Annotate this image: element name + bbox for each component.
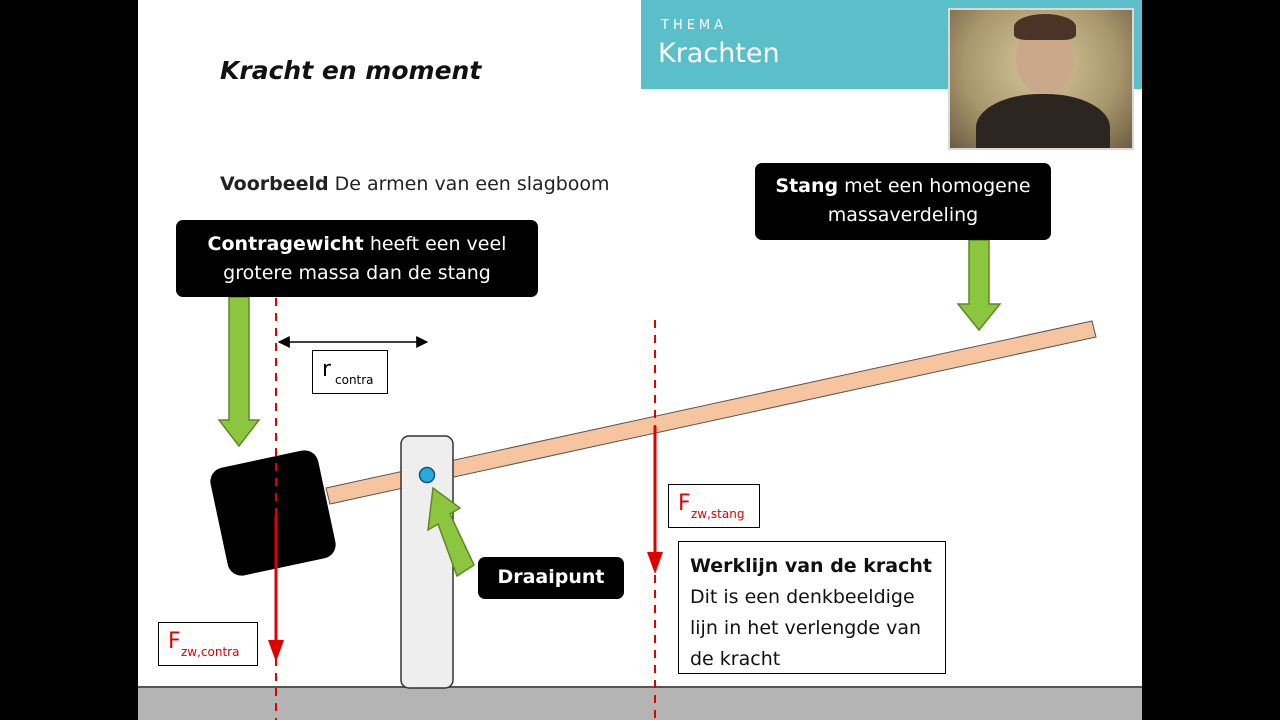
pivot-point: [420, 468, 435, 483]
label-fzw-contra: [158, 622, 258, 666]
callout-contragewicht-line2: grotere massa dan de stang: [223, 262, 491, 284]
werklijn-box: [678, 541, 946, 674]
label-r-contra-main: r: [322, 357, 332, 382]
presenter-body: [976, 94, 1110, 150]
label-r-contra: [312, 350, 388, 394]
slide-title: Kracht en moment: [220, 56, 482, 85]
callout-draaipunt: Draaipunt: [478, 557, 624, 599]
callout-contragewicht-line1: [176, 230, 538, 259]
contragewicht-pointer: [219, 297, 259, 446]
werklijn-line-1: Dit is een denkbeeldige: [690, 586, 915, 608]
counterweight: [208, 448, 338, 578]
example-label: Voorbeeld: [220, 173, 329, 195]
callout-contragewicht: [176, 220, 538, 297]
werklijn-title: Werklijn van de kracht: [690, 555, 932, 577]
contragewicht-line1-rest: heeft een veel: [363, 233, 507, 255]
label-fzw-contra-main: F: [168, 629, 181, 654]
stang-line1-rest: met een homogene: [838, 175, 1031, 197]
example-line: [220, 173, 610, 195]
werklijn-line-3: de kracht: [690, 648, 781, 670]
callout-stang: [755, 163, 1051, 240]
label-fzw-stang-sub: zw,stang: [691, 507, 745, 521]
werklijn-line-2: lijn in het verlengde van: [690, 617, 922, 639]
stang-pointer: [958, 240, 1000, 330]
label-fzw-contra-sub: zw,contra: [181, 645, 240, 659]
presenter-hair: [1014, 14, 1076, 40]
theme-kicker: THEMA: [661, 18, 728, 33]
slide: [138, 0, 1142, 720]
label-fzw-stang: [668, 484, 760, 528]
theme-title: Krachten: [658, 38, 780, 69]
callout-stang-line2: massaverdeling: [827, 204, 979, 226]
label-fzw-stang-main: F: [678, 491, 691, 516]
presenter-webcam: [948, 8, 1134, 150]
fzw-stang-arrow: [647, 552, 663, 574]
fzw-contra-arrow: [268, 640, 284, 662]
stang-term: Stang: [775, 175, 839, 197]
example-text: De armen van een slagboom: [328, 173, 610, 195]
contragewicht-term: Contragewicht: [207, 233, 364, 255]
label-r-contra-sub: contra: [335, 373, 374, 387]
callout-stang-line1: [755, 172, 1051, 201]
